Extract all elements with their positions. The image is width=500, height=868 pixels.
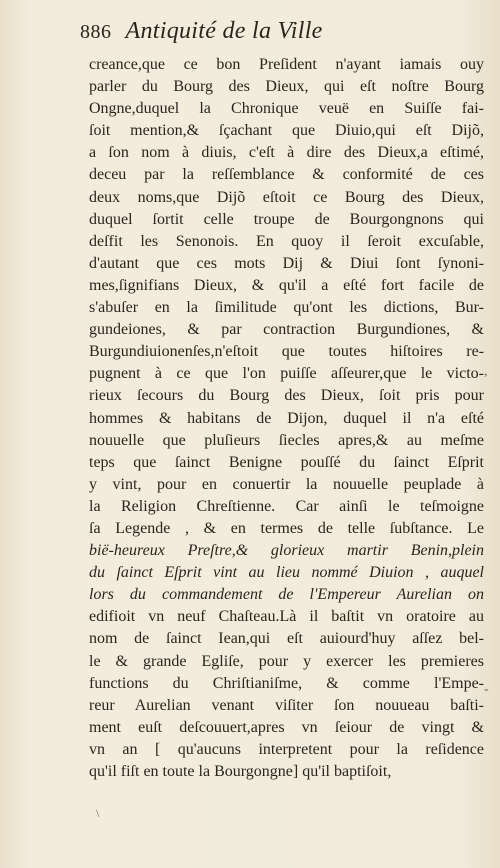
text-line: Ongne,duquel la Chronique veuë en Suiſſe fai- [89, 100, 484, 118]
text-line: s'abuſer en la ſimilitude qu'ont les dictions, Bur- [89, 299, 484, 317]
text-line: duquel ſortit celle troupe de Bourgongnons qui [89, 210, 484, 228]
text-line: nom de ſainct Iean,qui eſt auiourd'huy aſſez bel- [89, 630, 484, 648]
text-line: qu'il fiſt en toute la Bourgongne] qu'il baptiſoit, [89, 763, 392, 780]
text-line: a ſon nom à diuis, c'eſt à dire des Dieux,a eſtimé, [89, 144, 484, 162]
text-line: reur Aurelian venant viſiter ſon nouueau baſti- [89, 696, 484, 714]
text-line: mes,ſignifians Dieux, & qu'il a eſté fort facile de [89, 276, 484, 294]
text-line-italic: du ſainct Eſprit vint au lieu nommé Diuion , auquel [89, 564, 484, 582]
body-text [89, 54, 484, 783]
text-line: ſa Legende , & en termes de telle ſubſtance. Le [89, 519, 484, 537]
text-line: pugnent à ce que l'on puiſſe aſſeurer,que le victo- [89, 365, 484, 383]
page-number: 886 [80, 21, 112, 43]
text-line: teps que ſainct Benigne pouſſé du ſainct Eſprit [89, 453, 484, 471]
page-header [80, 18, 480, 52]
text-line: deceu par la reſſemblance & conformité de ces [89, 166, 484, 184]
text-line: parler du Bourg des Dieux, qui eſt noſtre Bourg [89, 78, 484, 96]
text-line: nouuelle que pluſieurs ſiecles apres,& au meſme [89, 431, 484, 449]
text-line: hommes & habitans de Dijon, duquel il n'a eſté [89, 409, 484, 427]
text-line-italic: bië-heureux Preſtre,& glorieux martir Benin,plein [89, 542, 484, 560]
text-line: d'autant que ces mots Dij & Diui ſont ſynoni- [89, 254, 484, 272]
text-line: ſoit mention,& ſçachant que Diuio,qui eſt Dijõ, [89, 122, 484, 140]
text-line: functions du Chriſtianiſme, & comme l'Empe- [89, 674, 484, 692]
ink-smudge: \ [96, 806, 100, 820]
text-line: la Religion Chreſtienne. Car ainſi le teſmoigne [89, 497, 484, 515]
margin-mark: - [484, 682, 489, 697]
text-line: ment euſt deſcouuert,apres vn ſeiour de vingt & [89, 718, 484, 736]
text-line: deſfit les Senonois. En quoy il ſeroit excuſable, [89, 232, 484, 250]
text-line: vn an [ qu'aucuns interpretent pour la reſidence [89, 740, 484, 758]
text-line: edifioit vn neuf Chaſteau.Là il baſtit vn oratoire au [89, 608, 484, 626]
text-line: y vint, pour en conuertir la nouuelle peuplade à [89, 475, 484, 493]
text-line: le & grande Egliſe, pour y exercer les premieres [89, 652, 484, 670]
text-line: creance,que ce bon Preſident n'ayant iamais ouy [89, 56, 484, 73]
text-line: gundeiones, & par contraction Burgundiones, & [89, 321, 484, 339]
text-line-italic: lors du commandement de l'Empereur Aurelian on [89, 586, 484, 604]
text-line: deux noms,que Dijõ eſtoit ce Bourg des Dieux, [89, 188, 484, 206]
text-line: rieux ſecours du Bourg des Dieux, ſoit pris pour [89, 387, 484, 405]
margin-mark: , [484, 364, 488, 379]
running-head: Antiquité de la Ville [125, 18, 323, 44]
text-line: Burgundiuionenſes,n'eſtoit que toutes hiſtoires re- [89, 343, 484, 361]
